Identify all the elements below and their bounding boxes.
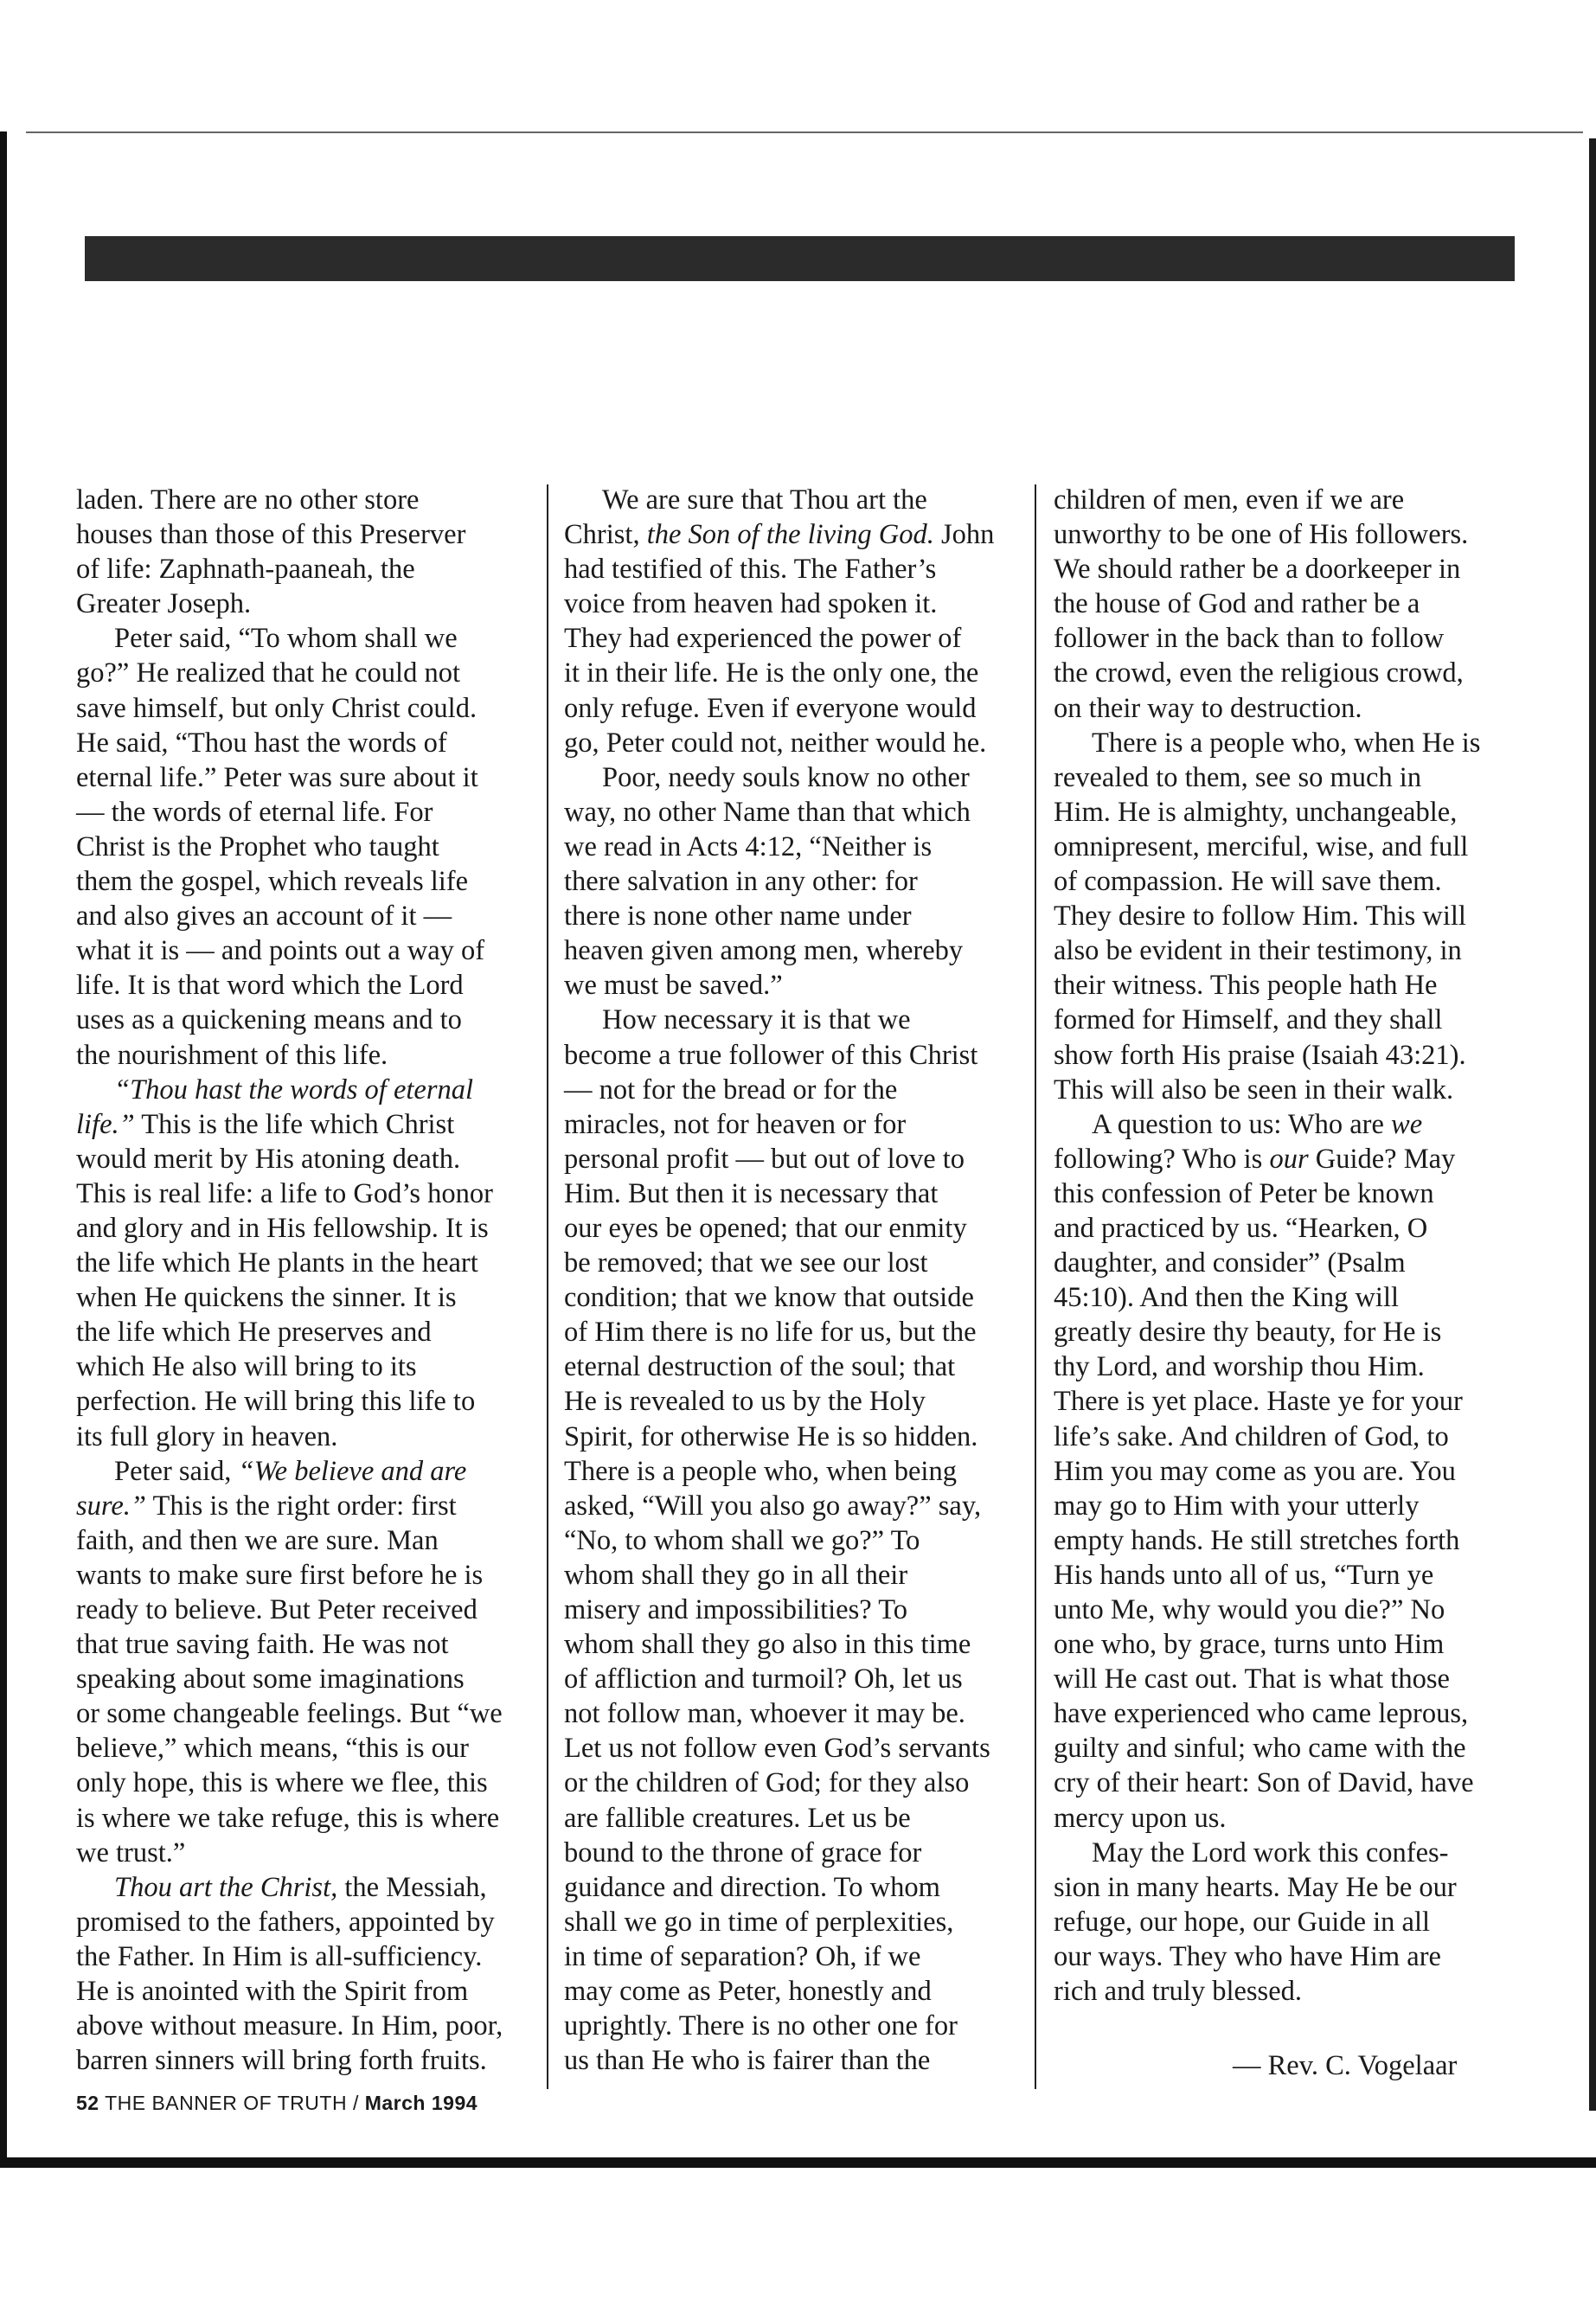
text-line (1054, 1836, 1521, 1870)
text-run: wants to make sure first before he is (76, 1559, 484, 1591)
text-run: They had experienced the power of (564, 623, 962, 655)
scan-left-border (0, 131, 7, 2164)
text-run: asked, “Will you also go away?” say, (564, 1490, 982, 1522)
text-line (564, 2043, 1031, 2078)
text-run: or some changeable feelings. But “we (76, 1698, 503, 1730)
text-line (1054, 621, 1521, 656)
text-run: whom shall they go also in this time (564, 1629, 971, 1661)
text-run: ready to believe. But Peter received (76, 1594, 478, 1625)
text-run: Peter said, “To whom shall we (114, 623, 458, 655)
text-run: We are sure that Thou art the (602, 484, 927, 516)
text-run: guidance and direction. To whom (564, 1871, 940, 1903)
text-line (76, 1142, 539, 1176)
text-run: This is the life which Christ (134, 1108, 455, 1140)
article-column-3 (1054, 483, 1521, 2009)
text-line (564, 1142, 1031, 1176)
text-run: above without measure. In Him, poor, (76, 2010, 503, 2042)
text-line (564, 552, 1031, 586)
text-run: of Him there is no life for us, but the (564, 1317, 977, 1349)
text-line (564, 1523, 1031, 1558)
text-line (1054, 1489, 1521, 1523)
text-line (76, 1836, 539, 1870)
text-run: of compassion. He will save them. (1054, 866, 1442, 898)
text-run: laden. There are no other store (76, 484, 420, 516)
text-line (76, 1939, 539, 1974)
text-line (76, 1662, 539, 1696)
italic-text: Thou art the Christ, (114, 1871, 338, 1903)
text-run: whom shall they go in all their (564, 1559, 908, 1591)
text-line (564, 517, 1031, 552)
column-divider-2 (1035, 484, 1036, 2089)
text-run: greatly desire thy beauty, for He is (1054, 1317, 1442, 1349)
text-line (76, 656, 539, 690)
text-run: go, Peter could not, neither would he. (564, 727, 987, 759)
text-line (76, 1073, 539, 1107)
text-run: This will also be seen in their walk. (1054, 1074, 1454, 1106)
text-run: of affliction and turmoil? Oh, let us (564, 1663, 963, 1695)
text-line (76, 795, 539, 830)
text-line (76, 1974, 539, 2009)
text-line (1054, 1974, 1521, 2009)
text-line (564, 1420, 1031, 1454)
text-line (1054, 1315, 1521, 1349)
author-signature: — Rev. C. Vogelaar (1233, 2050, 1458, 2081)
text-line (564, 1176, 1031, 1211)
text-line (76, 1627, 539, 1662)
scan-top-rule (26, 131, 1583, 133)
text-line (76, 1038, 539, 1073)
text-line (564, 1627, 1031, 1662)
text-line (1054, 1558, 1521, 1593)
text-run: Him. He is almighty, unchangeable, (1054, 796, 1458, 828)
italic-text: we (1391, 1108, 1423, 1140)
text-run: He is revealed to us by the Holy (564, 1386, 926, 1418)
italic-text: “We believe and are (238, 1455, 467, 1487)
text-line (564, 1731, 1031, 1766)
text-line (1054, 691, 1521, 726)
text-line (76, 1731, 539, 1766)
text-line (1054, 1454, 1521, 1489)
text-line (76, 726, 539, 760)
text-run: the life which He preserves and (76, 1317, 432, 1349)
issue-date: March 1994 (364, 2092, 478, 2114)
text-line (564, 1489, 1031, 1523)
text-line (76, 1558, 539, 1593)
text-line (1054, 1211, 1521, 1246)
text-line (1054, 1038, 1521, 1073)
text-run: 45:10). And then the King will (1054, 1282, 1399, 1314)
text-line (1054, 726, 1521, 760)
text-run: promised to the fathers, appointed by (76, 1906, 495, 1938)
text-run: them the gospel, which reveals life (76, 866, 469, 898)
text-line (1054, 1870, 1521, 1905)
text-line (76, 621, 539, 656)
text-line (564, 656, 1031, 690)
text-line (76, 483, 539, 517)
text-run: show forth His praise (Isaiah 43:21). (1054, 1039, 1466, 1071)
text-line (564, 1801, 1031, 1836)
text-line (564, 864, 1031, 899)
text-line (1054, 1801, 1521, 1836)
text-line (1054, 899, 1521, 933)
text-line (1054, 1280, 1521, 1315)
text-line (76, 1246, 539, 1280)
text-run: we read in Acts 4:12, “Neither is (564, 830, 933, 862)
italic-text: “Thou hast the words of eternal (114, 1074, 474, 1106)
text-run: Christ is the Prophet who taught (76, 830, 439, 862)
text-line (564, 1003, 1031, 1037)
text-run: or the children of God; for they also (564, 1767, 970, 1799)
text-run: the Messiah, (337, 1871, 487, 1903)
text-run: us than He who is fairer than the (564, 2045, 931, 2077)
text-run: go?” He realized that he could not (76, 657, 460, 689)
text-run: — not for the bread or for the (564, 1074, 898, 1106)
text-run: will He cast out. That is what those (1054, 1663, 1450, 1695)
text-line (76, 1489, 539, 1523)
text-run: had testified of this. The Father’s (564, 554, 937, 586)
text-line (1054, 1939, 1521, 1974)
text-line (564, 1939, 1031, 1974)
text-run: their witness. This people hath He (1054, 970, 1438, 1002)
text-line (76, 1176, 539, 1211)
text-run: is where we take refuge, this is where (76, 1802, 500, 1834)
text-run: there salvation in any other: for (564, 866, 918, 898)
text-line (76, 1801, 539, 1836)
text-line (564, 586, 1031, 621)
text-line (76, 1349, 539, 1384)
text-run: uses as a quickening means and to (76, 1004, 462, 1036)
text-run: Let us not follow even God’s servants (564, 1733, 990, 1765)
text-line (564, 1280, 1031, 1315)
text-run: believe,” which means, “this is our (76, 1733, 469, 1765)
text-run: there is none other name under (564, 901, 912, 933)
italic-text: sure.” (76, 1490, 146, 1522)
text-run: life. It is that word which the Lord (76, 970, 464, 1002)
text-run: misery and impossibilities? To (564, 1594, 908, 1625)
text-line (1054, 656, 1521, 690)
text-line (1054, 552, 1521, 586)
text-run: also be evident in their testimony, in (1054, 935, 1462, 967)
text-run: have experienced who came leprous, (1054, 1698, 1469, 1730)
text-line (1054, 1107, 1521, 1142)
text-line (564, 1974, 1031, 2009)
text-run: children of men, even if we are (1054, 484, 1405, 516)
text-run: it in their life. He is the only one, the (564, 657, 979, 689)
text-run: Spirit, for otherwise He is so hidden. (564, 1420, 978, 1452)
text-line (1054, 795, 1521, 830)
text-run: on their way to destruction. (1054, 692, 1362, 724)
text-line (564, 1315, 1031, 1349)
text-run: and glory and in His fellowship. It is (76, 1212, 489, 1244)
article-column-2 (564, 483, 1031, 2078)
text-line (564, 1593, 1031, 1627)
text-line (564, 899, 1031, 933)
text-run: heaven given among men, whereby (564, 935, 964, 967)
text-run: A question to us: Who are (1092, 1108, 1392, 1140)
italic-text: life.” (76, 1108, 135, 1140)
text-run: this confession of Peter be known (1054, 1177, 1434, 1209)
text-run: revealed to them, see so much in (1054, 761, 1422, 793)
text-line (1054, 586, 1521, 621)
text-run: cry of their heart: Son of David, have (1054, 1767, 1474, 1799)
text-run: the Father. In Him is all-sufficiency. (76, 1940, 483, 1972)
text-line (564, 933, 1031, 968)
text-run: He said, “Thou hast the words of (76, 727, 447, 759)
text-run: and also gives an account of it — (76, 901, 452, 933)
text-run: eternal life.” Peter was sure about it (76, 761, 478, 793)
text-line (76, 864, 539, 899)
column-divider-1 (547, 484, 548, 2089)
text-run: There is a people who, when being (564, 1455, 957, 1487)
text-run: guilty and sinful; who came with the (1054, 1733, 1466, 1765)
text-line (76, 1211, 539, 1246)
text-run: Greater Joseph. (76, 588, 252, 620)
text-run: omnipresent, merciful, wise, and full (1054, 830, 1469, 862)
scan-bottom-border (0, 2157, 1596, 2168)
text-run: condition; that we know that outside (564, 1282, 974, 1314)
text-run: John (933, 519, 995, 551)
text-run: become a true follower of this Christ (564, 1039, 978, 1071)
text-line (1054, 1593, 1521, 1627)
text-run: They desire to follow Him. This will (1054, 901, 1466, 933)
text-run: Christ, (564, 519, 647, 551)
text-line (564, 1662, 1031, 1696)
text-line (564, 1454, 1031, 1489)
page-footer (76, 2092, 478, 2115)
text-line (76, 1905, 539, 1939)
text-line (76, 517, 539, 552)
text-run: way, no other Name than that which (564, 796, 971, 828)
text-run: mercy upon us. (1054, 1802, 1227, 1834)
text-line (76, 2043, 539, 2078)
text-line (76, 933, 539, 968)
text-run: may go to Him with your utterly (1054, 1490, 1420, 1522)
text-line (1054, 1420, 1521, 1454)
text-run: rich and truly blessed. (1054, 1976, 1303, 2008)
text-run: bound to the throne of grace for (564, 1836, 922, 1868)
text-run: the crowd, even the religious crowd, (1054, 657, 1464, 689)
text-line (76, 2009, 539, 2043)
text-run: only hope, this is where we flee, this (76, 1767, 488, 1799)
text-run: How necessary it is that we (602, 1004, 911, 1036)
text-run: perfection. He will bring this life to (76, 1386, 476, 1418)
text-run: sion in many hearts. May He be our (1054, 1871, 1457, 1903)
text-run: when He quickens the sinner. It is (76, 1282, 457, 1314)
text-run: thy Lord, and worship thou Him. (1054, 1351, 1425, 1383)
text-line (76, 1280, 539, 1315)
text-line (76, 1766, 539, 1800)
text-line (564, 1836, 1031, 1870)
text-line (1054, 1766, 1521, 1800)
text-line (1054, 1905, 1521, 1939)
text-run: formed for Himself, and they shall (1054, 1004, 1443, 1036)
text-line (1054, 968, 1521, 1003)
text-run: the life which He plants in the heart (76, 1247, 478, 1279)
text-run: life’s sake. And children of God, to (1054, 1420, 1449, 1452)
text-run: May the Lord work this confes- (1092, 1836, 1449, 1868)
text-run: our eyes be opened; that our enmity (564, 1212, 967, 1244)
text-line (76, 1454, 539, 1489)
text-run: in time of separation? Oh, if we (564, 1940, 921, 1972)
text-run: houses than those of this Preserver (76, 519, 466, 551)
text-run: “No, to whom shall we go?” To (564, 1524, 920, 1556)
text-run: personal profit — but out of love to (564, 1143, 965, 1175)
text-run: There is a people who, when He is (1092, 727, 1481, 759)
text-line (1054, 1662, 1521, 1696)
text-line (564, 968, 1031, 1003)
text-run: refuge, our hope, our Guide in all (1054, 1906, 1431, 1938)
text-line (76, 830, 539, 864)
text-run: Peter said, (114, 1455, 239, 1487)
text-line (76, 968, 539, 1003)
text-line (564, 1107, 1031, 1142)
text-run: unto Me, why would you die?” No (1054, 1594, 1445, 1625)
text-run: Him you may come as you are. You (1054, 1455, 1456, 1487)
text-run: be removed; that we see our lost (564, 1247, 928, 1279)
text-run: following? Who is (1054, 1143, 1270, 1175)
text-line (564, 1558, 1031, 1593)
text-line (76, 1384, 539, 1419)
text-line (564, 691, 1031, 726)
text-line (564, 760, 1031, 795)
text-run: we must be saved.” (564, 970, 783, 1002)
text-run: and practiced by us. “Hearken, O (1054, 1212, 1428, 1244)
text-line (76, 1420, 539, 1454)
text-line (564, 726, 1031, 760)
text-line (76, 1696, 539, 1731)
text-run: one who, by grace, turns unto Him (1054, 1629, 1445, 1661)
footer-separator: / (352, 2092, 359, 2114)
text-run: Guide? May (1308, 1143, 1456, 1175)
text-line (76, 586, 539, 621)
text-run: the nourishment of this life. (76, 1039, 388, 1071)
text-line (76, 760, 539, 795)
text-line (564, 1073, 1031, 1107)
text-run: barren sinners will bring forth fruits. (76, 2045, 487, 2077)
text-run: voice from heaven had spoken it. (564, 588, 938, 620)
text-line (1054, 1142, 1521, 1176)
text-run: There is yet place. Haste ye for your (1054, 1386, 1463, 1418)
text-run: Him. But then it is necessary that (564, 1177, 939, 1209)
text-line (564, 1349, 1031, 1384)
text-line (1054, 760, 1521, 795)
text-line (564, 1246, 1031, 1280)
text-line (76, 552, 539, 586)
text-line (564, 1905, 1031, 1939)
italic-text: our (1269, 1143, 1309, 1175)
text-line (564, 830, 1031, 864)
text-line (1054, 1627, 1521, 1662)
text-run: that true saving faith. He was not (76, 1629, 449, 1661)
scan-top-margin (0, 0, 1596, 131)
text-line (564, 1870, 1031, 1905)
text-line (76, 1523, 539, 1558)
text-line (1054, 1176, 1521, 1211)
text-run: This is the right order: first (145, 1490, 457, 1522)
text-run: empty hands. He still stretches forth (1054, 1524, 1460, 1556)
text-line (1054, 1384, 1521, 1419)
page-number: 52 (76, 2092, 99, 2114)
text-run: eternal destruction of the soul; that (564, 1351, 956, 1383)
text-line (76, 691, 539, 726)
text-line (564, 1384, 1031, 1419)
scan-right-border (1589, 138, 1596, 2111)
text-line (564, 483, 1031, 517)
text-line (1054, 1246, 1521, 1280)
italic-text: the Son of the living God. (646, 519, 934, 551)
text-run: faith, and then we are sure. Man (76, 1524, 439, 1556)
text-line (76, 899, 539, 933)
text-run: This is real life: a life to God’s honor (76, 1177, 493, 1209)
text-run: may come as Peter, honestly and (564, 1976, 932, 2008)
text-line (1054, 483, 1521, 517)
text-run: uprightly. There is no other one for (564, 2010, 958, 2042)
text-line (1054, 933, 1521, 968)
text-line (1054, 517, 1521, 552)
text-line (564, 795, 1031, 830)
text-line (1054, 1696, 1521, 1731)
text-line (1054, 1523, 1521, 1558)
text-line (1054, 830, 1521, 864)
text-line (1054, 1349, 1521, 1384)
text-line (76, 1870, 539, 1905)
text-line (76, 1593, 539, 1627)
text-run: daughter, and consider” (Psalm (1054, 1247, 1406, 1279)
text-line (564, 1211, 1031, 1246)
text-line (1054, 1731, 1521, 1766)
text-run: of life: Zaphnath-paaneah, the (76, 554, 415, 586)
text-run: our ways. They who have Him are (1054, 1940, 1441, 1972)
article-column-1 (76, 483, 539, 2078)
text-run: the house of God and rather be a (1054, 588, 1420, 620)
publication-name: THE BANNER OF TRUTH (105, 2092, 348, 2114)
text-run: only refuge. Even if everyone would (564, 692, 977, 724)
text-line (76, 1107, 539, 1142)
text-run: miracles, not for heaven or for (564, 1108, 907, 1140)
text-line (76, 1003, 539, 1037)
text-run: unworthy to be one of His followers. (1054, 519, 1469, 551)
text-line (564, 1766, 1031, 1800)
text-run: speaking about some imaginations (76, 1663, 465, 1695)
text-run: shall we go in time of perplexities, (564, 1906, 954, 1938)
text-run: would merit by His atoning death. (76, 1143, 461, 1175)
text-run: save himself, but only Christ could. (76, 692, 478, 724)
text-line (564, 621, 1031, 656)
text-line (564, 1696, 1031, 1731)
text-run: not follow man, whoever it may be. (564, 1698, 965, 1730)
text-line (564, 2009, 1031, 2043)
text-run: its full glory in heaven. (76, 1420, 338, 1452)
text-line (564, 1038, 1031, 1073)
text-run: — the words of eternal life. For (76, 796, 433, 828)
header-bar (85, 236, 1515, 281)
text-run: follower in the back than to follow (1054, 623, 1445, 655)
text-run: His hands unto all of us, “Turn ye (1054, 1559, 1434, 1591)
text-run: we trust.” (76, 1836, 186, 1868)
text-run: are fallible creatures. Let us be (564, 1802, 911, 1834)
text-run: He is anointed with the Spirit from (76, 1976, 469, 2008)
text-line (76, 1315, 539, 1349)
text-run: Poor, needy souls know no other (602, 761, 970, 793)
text-run: We should rather be a doorkeeper in (1054, 554, 1461, 586)
text-line (1054, 1003, 1521, 1037)
text-line (1054, 1073, 1521, 1107)
text-run: which He also will bring to its (76, 1351, 417, 1383)
text-run: what it is — and points out a way of (76, 935, 485, 967)
text-line (1054, 864, 1521, 899)
